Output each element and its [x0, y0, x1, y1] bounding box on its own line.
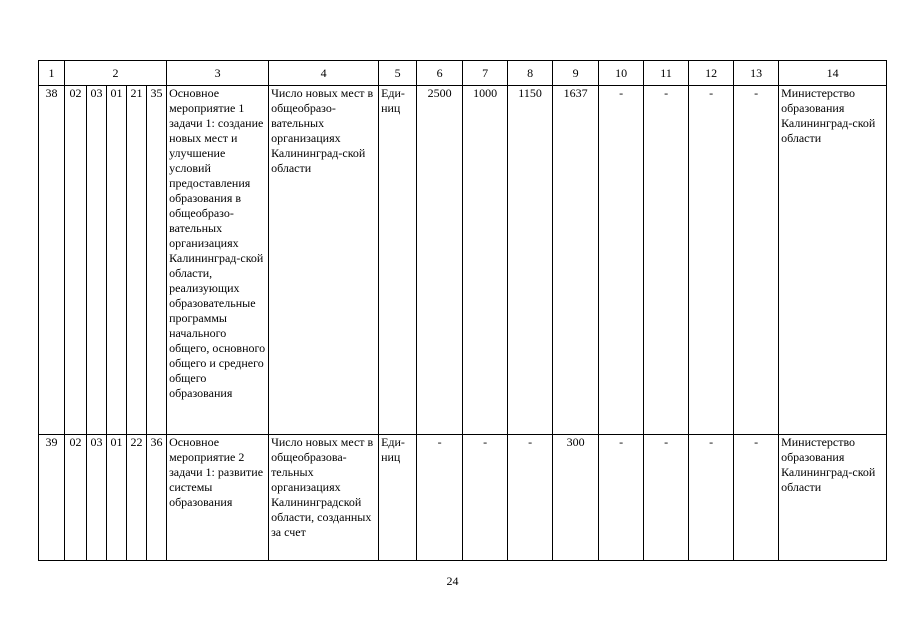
indicator-cell: Число новых мест в общеобразова-тельных организациях Калининградской области, созданных за счет: [269, 435, 379, 561]
code-cell: 02: [65, 86, 87, 435]
unit-cell: Еди-ниц: [379, 435, 417, 561]
code-cell: 02: [65, 435, 87, 561]
event-cell: Основное мероприятие 1 задачи 1: создание новых мест и улучшение условий предоставления образования в общеобразо-вательных организациях Калининград-ской области, реализующих образовательные программы начального общего, основного общего и среднего общего образования: [167, 86, 269, 435]
value-cell: 1637: [553, 86, 599, 435]
code-cell: 01: [107, 435, 127, 561]
value-cell: -: [689, 435, 734, 561]
code-cell: 22: [127, 435, 147, 561]
event-cell: Основное мероприятие 2 задачи 1: развитие системы образования: [167, 435, 269, 561]
header-cell: 11: [644, 61, 689, 86]
header-row: [39, 61, 887, 86]
value-cell: -: [508, 435, 553, 561]
responsible-cell: Министерство образования Калининград-ской области: [779, 86, 887, 435]
header-cell: 3: [167, 61, 269, 86]
value-cell: 1000: [463, 86, 508, 435]
row-number: 38: [39, 86, 65, 435]
indicators-table: [38, 60, 887, 561]
table-row: [39, 435, 887, 561]
value-cell: 300: [553, 435, 599, 561]
header-cell: 7: [463, 61, 508, 86]
header-cell: 4: [269, 61, 379, 86]
code-cell: 03: [87, 86, 107, 435]
header-cell: 8: [508, 61, 553, 86]
code-cell: 35: [147, 86, 167, 435]
value-cell: 1150: [508, 86, 553, 435]
responsible-cell: Министерство образования Калининград-ской области: [779, 435, 887, 561]
value-cell: -: [599, 435, 644, 561]
table-row: [39, 86, 887, 435]
indicator-cell: Число новых мест в общеобразо-вательных организациях Калининград-ской области: [269, 86, 379, 435]
code-cell: 36: [147, 435, 167, 561]
header-cell: 1: [39, 61, 65, 86]
header-cell: 14: [779, 61, 887, 86]
value-cell: -: [689, 86, 734, 435]
value-cell: 2500: [417, 86, 463, 435]
code-cell: 03: [87, 435, 107, 561]
value-cell: -: [644, 86, 689, 435]
header-cell: 12: [689, 61, 734, 86]
value-cell: -: [417, 435, 463, 561]
value-cell: -: [463, 435, 508, 561]
value-cell: -: [734, 86, 779, 435]
unit-cell: Еди-ниц: [379, 86, 417, 435]
header-cell: 6: [417, 61, 463, 86]
header-cell: 13: [734, 61, 779, 86]
header-cell: 10: [599, 61, 644, 86]
row-number: 39: [39, 435, 65, 561]
value-cell: -: [599, 86, 644, 435]
header-cell: 5: [379, 61, 417, 86]
page-number: 24: [446, 574, 459, 588]
value-cell: -: [734, 435, 779, 561]
value-cell: -: [644, 435, 689, 561]
code-cell: 01: [107, 86, 127, 435]
header-cell: 9: [553, 61, 599, 86]
code-cell: 21: [127, 86, 147, 435]
header-cell: 2: [65, 61, 167, 86]
